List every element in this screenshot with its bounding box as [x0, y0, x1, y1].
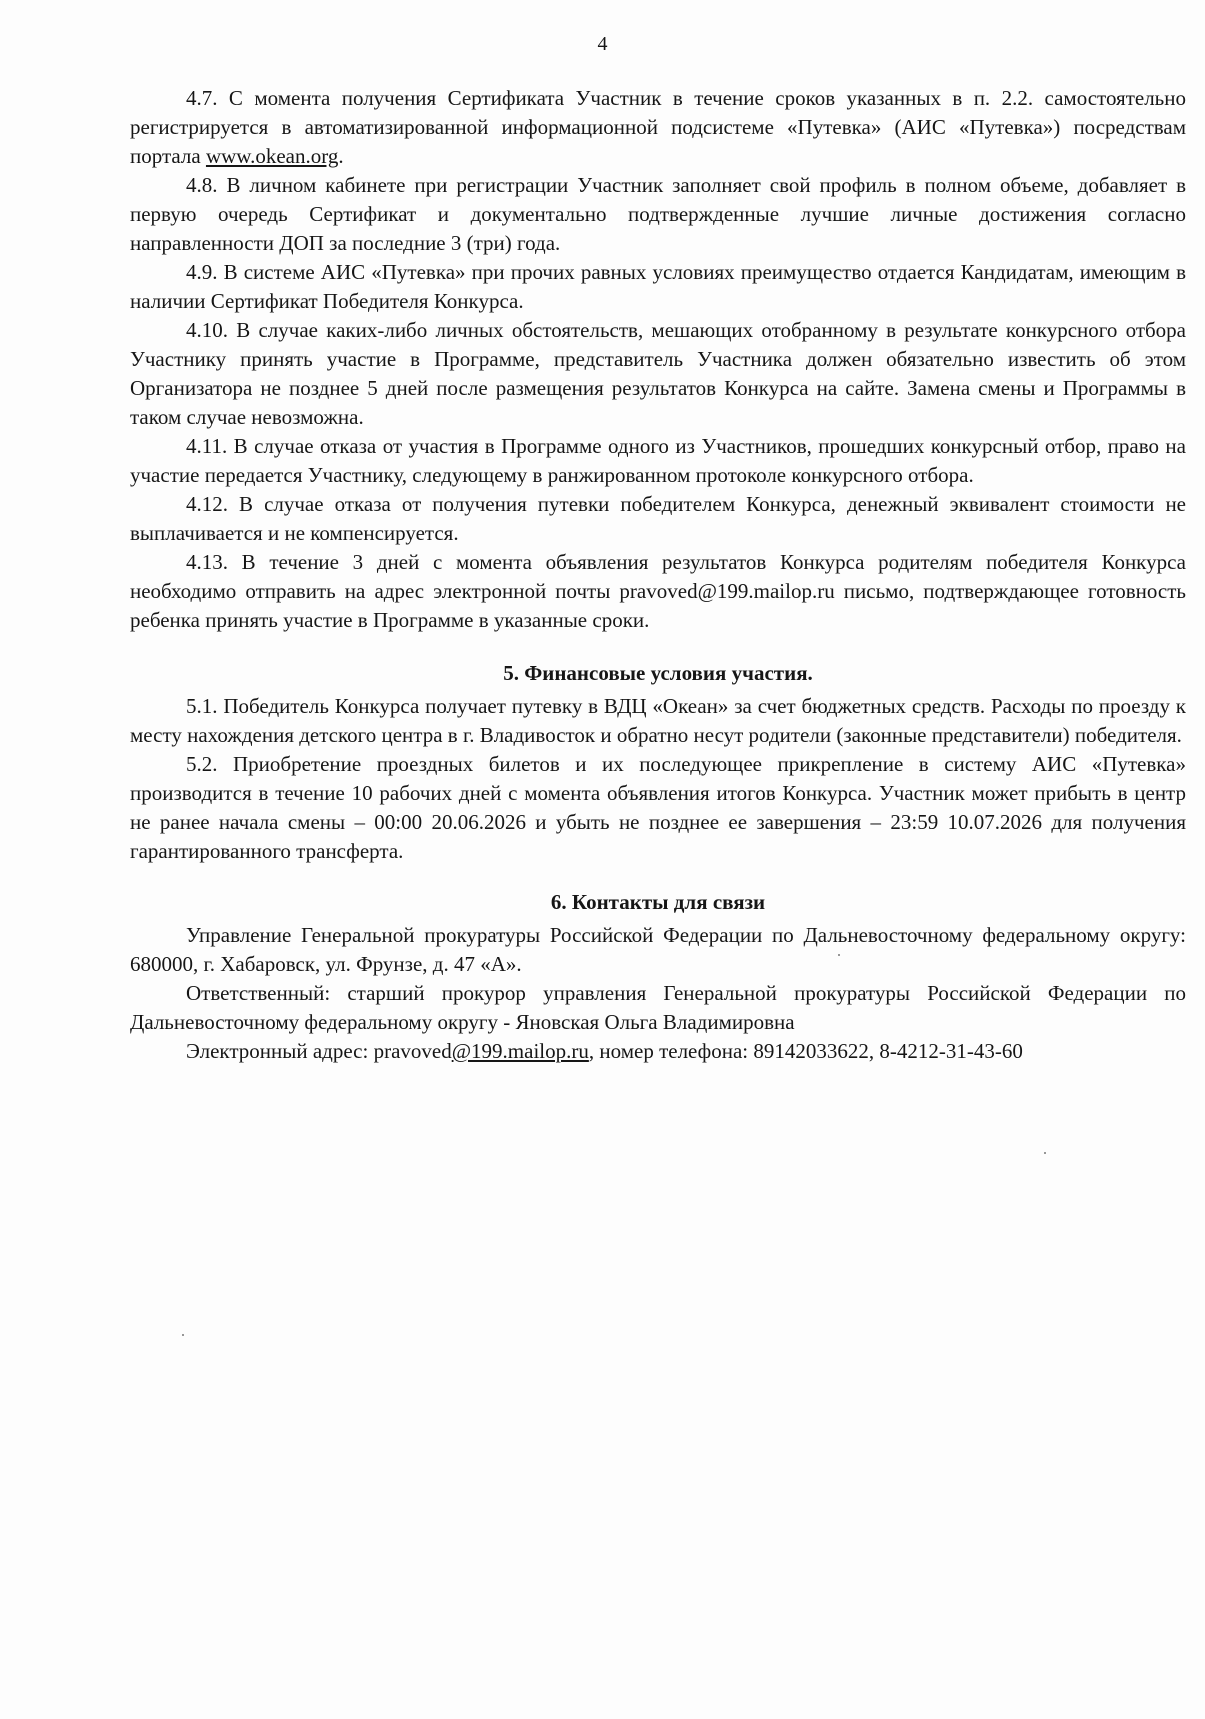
contact-responsible: Ответственный: старший прокурор управления Генеральной прокуратуры Российской Федерации по Дальневосточному федеральному округу - Яновская Ольга Владимировна	[130, 981, 1186, 1034]
clause-4-9: 4.9. В системе АИС «Путевка» при прочих равных условиях преимущество отдается Кандидатам, имеющим в наличии Сертификат Победителя Конкурса.	[130, 260, 1186, 313]
clause-4-8: 4.8. В личном кабинете при регистрации Участник заполняет свой профиль в полном объеме, добавляет в первую очередь Сертификат и документально подтвержденные лучшие личные достижения согласно направленности ДОП за последние 3 (три) года.	[130, 173, 1186, 255]
contact-email-link[interactable]: @199.mailop.ru	[451, 1039, 589, 1063]
clause-5-2: 5.2. Приобретение проездных билетов и их последующее прикрепление в систему АИС «Путевка» производится в течение 10 рабочих дней с момента объявления итогов Конкурса. Участник может прибыть в центр не ранее начала смены – 00:00 20.06.2026 и убыть не позднее ее завершения – 23:59 10.07.2026 для получения гарантированного трансферта.	[130, 752, 1186, 863]
section-6-heading: 6. Контакты для связи	[550, 890, 766, 914]
clause-4-11: 4.11. В случае отказа от участия в Программе одного из Участников, прошедших конкурсный отбор, право на участие передается Участнику, следующему в ранжированном протоколе конкурсного отбора.	[130, 434, 1186, 487]
contact-office: Управление Генеральной прокуратуры Российской Федерации по Дальневосточному федеральному округу: 680000, г. Хабаровск, ул. Фрунзе, д. 47 «А».	[130, 923, 1186, 976]
clause-4-7-text: 4.7. С момента получения Сертификата Участник в течение сроков указанных в п. 2.2. самостоятельно регистрируется в автоматизированной информационной подсистеме «Путевка» (АИС «Путевка») посредствам портала	[130, 86, 1186, 168]
contact-email-prefix: Электронный адрес: pravoved	[186, 1039, 452, 1063]
clause-4-13: 4.13. В течение 3 дней с момента объявления результатов Конкурса родителям победителя Конкурса необходимо отправить на адрес электронной почты pravoved@199.mailop.ru письмо, подтверждающее готовность ребенка принять участие в Программе в указанные сроки.	[130, 550, 1186, 632]
scan-speck	[1044, 1152, 1046, 1154]
okean-portal-link[interactable]: www.okean.org	[205, 144, 339, 168]
clause-4-12: 4.12. В случае отказа от получения путевки победителем Конкурса, денежный эквивалент стоимости не выплачивается и не компенсируется.	[130, 492, 1186, 545]
scan-speck	[838, 954, 840, 956]
clause-4-7	[130, 84, 1186, 171]
scan-speck	[182, 1334, 184, 1336]
section-5-heading: 5. Финансовые условия участия.	[503, 661, 813, 685]
document-body	[130, 84, 1186, 1066]
contact-email-phone	[130, 1037, 1186, 1066]
clause-5-1: 5.1. Победитель Конкурса получает путевку в ВДЦ «Океан» за счет бюджетных средств. Расходы по проезду к месту нахождения детского центра в г. Владивосток и обратно несут родители (законные представители) победителя.	[130, 694, 1186, 747]
clause-4-7-tail: .	[338, 144, 344, 168]
clause-4-10: 4.10. В случае каких-либо личных обстоятельств, мешающих отобранному в результате конкурсного отбора Участнику принять участие в Программе, представитель Участника должен обязательно известить об этом Организатора не позднее 5 дней после размещения результатов Конкурса на сайте. Замена смены и Программы в таком случае невозможна.	[130, 318, 1186, 429]
contact-phone-text: , номер телефона: 89142033622, 8-4212-31-43-60	[588, 1039, 1023, 1063]
page-number: 4	[597, 33, 608, 55]
